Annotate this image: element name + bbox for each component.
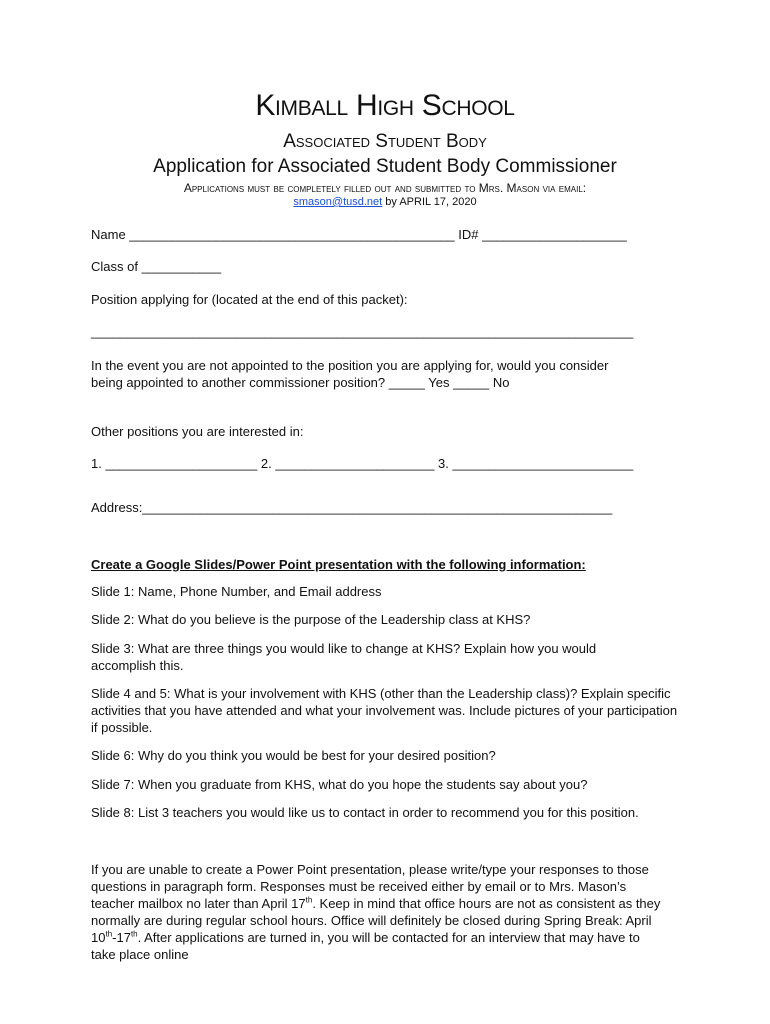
position-field[interactable]: ___________________________________________________________________________ (91, 324, 634, 339)
slide-3-item: Slide 3: What are three things you would like to change at KHS? Explain how you would accomplish this. (91, 641, 597, 673)
presentation-heading: Create a Google Slides/Power Point presentation with the following information: (91, 557, 586, 572)
deadline-text: by APRIL 17, 2020 (385, 196, 477, 208)
closing-paragraph (91, 861, 661, 963)
deadline-line (0, 195, 770, 209)
name-field[interactable]: Name _____________________________________________ ID# ____________________ (91, 227, 627, 242)
closing-sup-3: th (130, 929, 138, 939)
slide-1-item: Slide 1: Name, Phone Number, and Email address (91, 584, 382, 599)
consider-question-line1: In the event you are not appointed to the position you are applying for, would you consider (91, 358, 609, 373)
slide-4-5-item: Slide 4 and 5: What is your involvement with KHS (other than the Leadership class)? Explain specific activities that you have attended and what your involvement was. Include pictures of your participation if possible. (91, 686, 678, 735)
closing-sup-2: th (105, 929, 113, 939)
position-label: Position applying for (located at the end of this packet): (91, 292, 408, 307)
submission-instructions: Applications must be completely filled out and submitted to Mrs. Mason via email: (183, 181, 587, 195)
org-subtitle: Associated Student Body (283, 131, 487, 152)
address-field[interactable]: Address:_________________________________________________________________ (91, 500, 613, 515)
slide-7-item: Slide 7: When you graduate from KHS, what do you hope the students say about you? (91, 777, 588, 792)
other-positions-fields[interactable]: 1. _____________________ 2. ______________________ 3. _________________________ (91, 456, 634, 471)
slide-2-item: Slide 2: What do you believe is the purpose of the Leadership class at KHS? (91, 612, 531, 627)
slide-8-item: Slide 8: List 3 teachers you would like us to contact in order to recommend you for this position. (91, 805, 639, 820)
closing-sup-1: th (305, 895, 313, 905)
slide-6-item: Slide 6: Why do you think you would be best for your desired position? (91, 748, 496, 763)
closing-text-3: -17 (112, 930, 131, 945)
consider-question-line2[interactable]: being appointed to another commissioner position? _____ Yes _____ No (91, 375, 510, 390)
form-title: Application for Associated Student Body Commissioner (153, 156, 617, 177)
closing-text-2: . Keep in mind that office hours are not as consistent as they normally are during regular school hours. Office will definitely be closed during Spring Break: April 10 (91, 896, 661, 945)
email-link[interactable]: smason@tusd.net (293, 196, 383, 208)
school-title: Kimball High School (255, 89, 515, 122)
closing-text-1: If you are unable to create a Power Point presentation, please write/type your responses to those questions in paragraph form. Responses must be received either by email or to Mrs. Mason’s teacher mailbox no later than April 17 (91, 862, 649, 911)
other-positions-label: Other positions you are interested in: (91, 424, 304, 439)
class-field[interactable]: Class of ___________ (91, 259, 222, 274)
closing-text-4: . After applications are turned in, you will be contacted for an interview that may have to take place online (91, 930, 640, 962)
